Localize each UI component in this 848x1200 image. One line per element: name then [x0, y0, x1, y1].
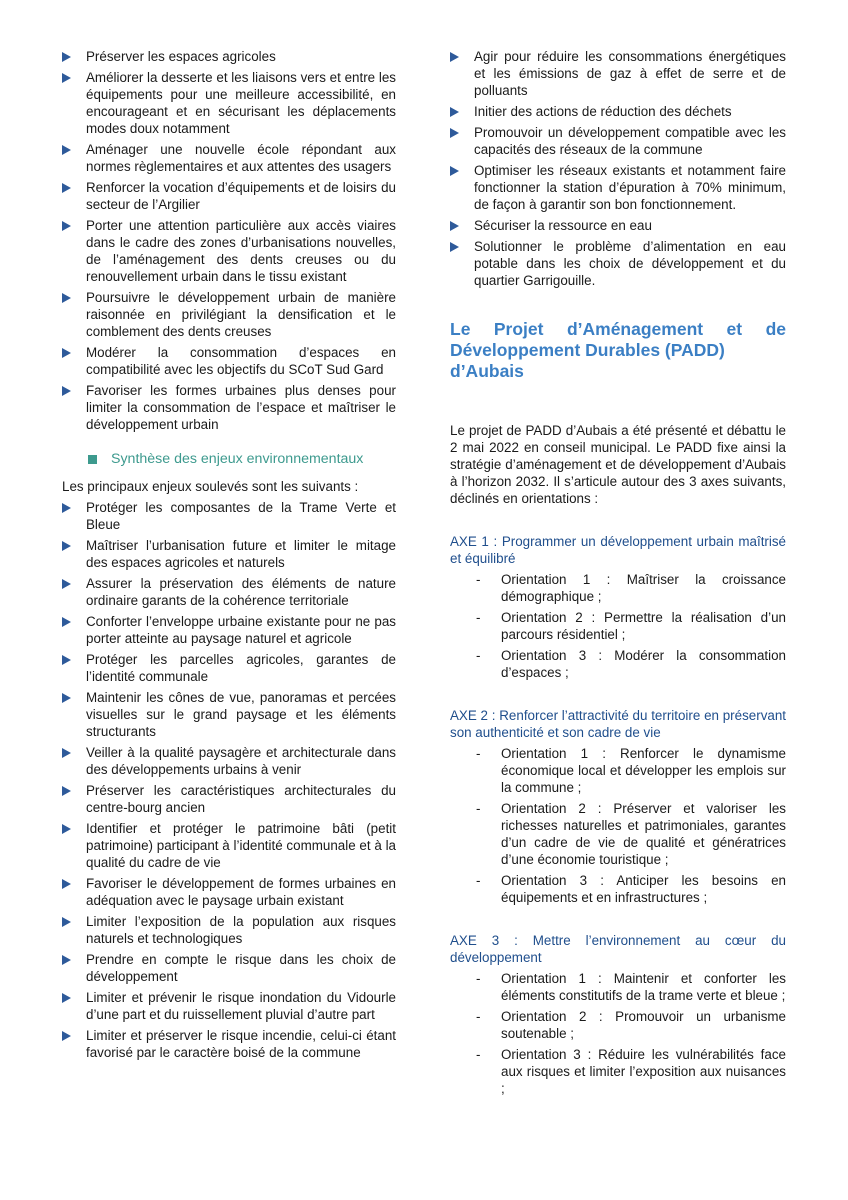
orientation-list: [450, 970, 786, 1097]
list-item: [62, 141, 396, 175]
dash-bullet-icon: -: [476, 746, 481, 761]
list-item: [62, 382, 396, 433]
triangle-arrow-icon: [450, 128, 459, 138]
triangle-arrow-icon: [450, 221, 459, 231]
triangle-arrow-icon: [62, 183, 71, 193]
triangle-arrow-icon: [62, 145, 71, 155]
orientation-item: [450, 647, 786, 681]
list-item: [62, 1027, 396, 1061]
list-item-text: Identifier et protéger le patrimoine bâti (petit patrimoine) participant à l’identité communale et à la qualité du cadre de vie: [86, 821, 396, 870]
list-item-text: Sécuriser la ressource en eau: [474, 218, 652, 233]
orientation-text: Orientation 2 : Promouvoir un urbanisme soutenable ;: [501, 1009, 786, 1041]
triangle-arrow-icon: [62, 541, 71, 551]
list-item-text: Améliorer la desserte et les liaisons vers et entre les équipements pour une meilleure accessibilité, en encourageant et en sécurisant les déplacements modes doux notamment: [86, 70, 396, 136]
list-item-text: Maintenir les cônes de vue, panoramas et percées visuelles sur le grand paysage et les éléments structurants: [86, 690, 396, 739]
list-item: [450, 217, 786, 234]
list-item: [62, 344, 396, 378]
triangle-arrow-icon: [62, 221, 71, 231]
list-item-text: Aménager une nouvelle école répondant aux normes règlementaires et aux attentes des usagers: [86, 142, 396, 174]
list-item-text: Favoriser les formes urbaines plus denses pour limiter la consommation de l’espace et maîtriser le développement urbain: [86, 383, 396, 432]
section-title: [450, 319, 786, 382]
orientation-item: [450, 745, 786, 796]
right-column: [450, 48, 786, 1101]
section-subheading: [88, 451, 396, 468]
list-item-text: Prendre en compte le risque dans les choix de développement: [86, 952, 396, 984]
list-item-text: Optimiser les réseaux existants et notamment faire fonctionner la station d’épuration à 70% minimum, de façon à garantir son bon fonctionnement.: [474, 163, 786, 212]
list-item: [62, 989, 396, 1023]
list-item-text: Poursuivre le développement urbain de manière raisonnée en privilégiant la densification et le comblement des dents creuses: [86, 290, 396, 339]
square-icon: [88, 455, 97, 464]
orientation-item: [450, 571, 786, 605]
section-title-line-1: Le Projet d’Aménagement et de: [450, 319, 786, 339]
padd-paragraph: Le projet de PADD d’Aubais a été présenté et débattu le 2 mai 2022 en conseil municipal. Le PADD fixe ainsi la stratégie d’aménagement et de développement d’Aubais à l’horizon 2032. Il s’articule autour des 3 axes suivants, déclinés en orientations :: [450, 423, 786, 506]
list-item: [450, 238, 786, 289]
dash-bullet-icon: -: [476, 1009, 481, 1024]
list-item: [62, 951, 396, 985]
list-item-text: Renforcer la vocation d’équipements et de loisirs du secteur de l’Argilier: [86, 180, 396, 212]
list-item-text: Limiter et préserver le risque incendie, celui-ci étant favorisé par le caractère boisé de la commune: [86, 1028, 396, 1060]
left-column: [62, 48, 396, 1065]
bullet-list-environment: [62, 499, 396, 1061]
triangle-arrow-icon: [62, 748, 71, 758]
triangle-arrow-icon: [62, 503, 71, 513]
dash-bullet-icon: -: [476, 648, 481, 663]
triangle-arrow-icon: [62, 293, 71, 303]
list-item: [450, 124, 786, 158]
list-item: [62, 613, 396, 647]
list-item: [62, 820, 396, 871]
intro-text: Les principaux enjeux soulevés sont les suivants :: [62, 479, 359, 494]
triangle-arrow-icon: [62, 786, 71, 796]
orientation-text: Orientation 2 : Préserver et valoriser les richesses naturelles et patrimoniales, garantes d’un cadre de vie de qualité et génératrices d’une économie touristique ;: [501, 801, 786, 867]
list-item: [62, 651, 396, 685]
triangle-arrow-icon: [62, 693, 71, 703]
list-item: [62, 575, 396, 609]
dash-bullet-icon: -: [476, 801, 481, 816]
orientation-item: [450, 800, 786, 868]
list-item-text: Veiller à la qualité paysagère et architecturale dans des développements urbains à venir: [86, 745, 396, 777]
orientation-text: Orientation 3 : Réduire les vulnérabilités face aux risques et limiter l’exposition aux nuisances ;: [501, 1047, 786, 1096]
list-item-text: Porter une attention particulière aux accès viaires dans le cadre des zones d’urbanisations nouvelles, de l’aménagement des dents creuses ou du renouvellement urbain dans le tissu existant: [86, 218, 396, 284]
list-item: [62, 913, 396, 947]
list-item-text: Protéger les composantes de la Trame Verte et Bleue: [86, 500, 396, 532]
triangle-arrow-icon: [62, 824, 71, 834]
list-item: [62, 689, 396, 740]
triangle-arrow-icon: [62, 386, 71, 396]
triangle-arrow-icon: [62, 1031, 71, 1041]
axe-block: [450, 932, 786, 1097]
triangle-arrow-icon: [62, 348, 71, 358]
list-item: [62, 499, 396, 533]
list-item-text: Agir pour réduire les consommations énergétiques et les émissions de gaz à effet de serre et de polluants: [474, 49, 786, 98]
triangle-arrow-icon: [62, 917, 71, 927]
list-item: [62, 69, 396, 137]
axe-title: AXE 1 : Programmer un développement urbain maîtrisé et équilibré: [450, 534, 786, 566]
list-item: [62, 537, 396, 571]
triangle-arrow-icon: [62, 879, 71, 889]
list-item-text: Initier des actions de réduction des déchets: [474, 104, 732, 119]
triangle-arrow-icon: [450, 166, 459, 176]
dash-bullet-icon: -: [476, 610, 481, 625]
orientation-text: Orientation 2 : Permettre la réalisation d’un parcours résidentiel ;: [501, 610, 786, 642]
orientation-item: [450, 970, 786, 1004]
triangle-arrow-icon: [450, 242, 459, 252]
orientation-item: [450, 609, 786, 643]
list-item-text: Promouvoir un développement compatible avec les capacités des réseaux de la commune: [474, 125, 786, 157]
orientation-text: Orientation 1 : Renforcer le dynamisme économique local et développer les emplois sur la commune ;: [501, 746, 786, 795]
orientation-item: [450, 872, 786, 906]
list-item: [62, 744, 396, 778]
list-item-text: Modérer la consommation d’espaces en compatibilité avec les objectifs du SCoT Sud Gard: [86, 345, 396, 377]
triangle-arrow-icon: [62, 655, 71, 665]
orientation-text: Orientation 3 : Anticiper les besoins en équipements et en infrastructures ;: [501, 873, 786, 905]
list-item: [450, 103, 786, 120]
section-title-line-2: Développement Durables (PADD) d’Aubais: [450, 340, 725, 381]
orientation-text: Orientation 1 : Maintenir et conforter les éléments constitutifs de la trame verte et bleue ;: [501, 971, 786, 1003]
list-item-text: Conforter l’enveloppe urbaine existante pour ne pas porter atteinte au paysage naturel et agricole: [86, 614, 396, 646]
dash-bullet-icon: -: [476, 1047, 481, 1062]
subheading-text: Synthèse des enjeux environnementaux: [111, 451, 364, 467]
list-item-text: Solutionner le problème d’alimentation en eau potable dans les choix de développement et du quartier Garrigouille.: [474, 239, 786, 288]
list-item: [62, 289, 396, 340]
triangle-arrow-icon: [62, 52, 71, 62]
list-item: [62, 179, 396, 213]
list-item: [62, 782, 396, 816]
list-item-text: Assurer la préservation des éléments de nature ordinaire garants de la cohérence territoriale: [86, 576, 396, 608]
orientation-text: Orientation 1 : Maîtriser la croissance démographique ;: [501, 572, 786, 604]
orientation-text: Orientation 3 : Modérer la consommation d’espaces ;: [501, 648, 786, 680]
list-item-text: Protéger les parcelles agricoles, garantes de l’identité communale: [86, 652, 396, 684]
orientation-list: [450, 571, 786, 681]
list-item-text: Favoriser le développement de formes urbaines en adéquation avec le paysage urbain existant: [86, 876, 396, 908]
axe-block: [450, 707, 786, 906]
triangle-arrow-icon: [450, 52, 459, 62]
orientation-list: [450, 745, 786, 906]
list-item: [62, 48, 396, 65]
triangle-arrow-icon: [62, 579, 71, 589]
dash-bullet-icon: -: [476, 572, 481, 587]
dash-bullet-icon: -: [476, 971, 481, 986]
list-item: [62, 217, 396, 285]
triangle-arrow-icon: [62, 617, 71, 627]
list-item: [450, 162, 786, 213]
list-item: [450, 48, 786, 99]
bullet-list-top-left: [62, 48, 396, 433]
axe-title: AXE 2 : Renforcer l’attractivité du territoire en préservant son authenticité et son cadre de vie: [450, 708, 786, 740]
list-item-text: Limiter et prévenir le risque inondation du Vidourle d’une part et du ruissellement pluvial d’autre part: [86, 990, 396, 1022]
list-item: [62, 875, 396, 909]
triangle-arrow-icon: [62, 993, 71, 1003]
orientation-item: [450, 1008, 786, 1042]
list-item-text: Préserver les caractéristiques architecturales du centre-bourg ancien: [86, 783, 396, 815]
triangle-arrow-icon: [62, 955, 71, 965]
orientation-item: [450, 1046, 786, 1097]
list-item-text: Préserver les espaces agricoles: [86, 49, 276, 64]
list-item-text: Maîtriser l’urbanisation future et limiter le mitage des espaces agricoles et naturels: [86, 538, 396, 570]
bullet-list-top-right: [450, 48, 786, 289]
triangle-arrow-icon: [450, 107, 459, 117]
triangle-arrow-icon: [62, 73, 71, 83]
axe-title: AXE 3 : Mettre l’environnement au cœur du développement: [450, 933, 786, 965]
axe-block: [450, 533, 786, 681]
list-item-text: Limiter l’exposition de la population aux risques naturels et technologiques: [86, 914, 396, 946]
dash-bullet-icon: -: [476, 873, 481, 888]
